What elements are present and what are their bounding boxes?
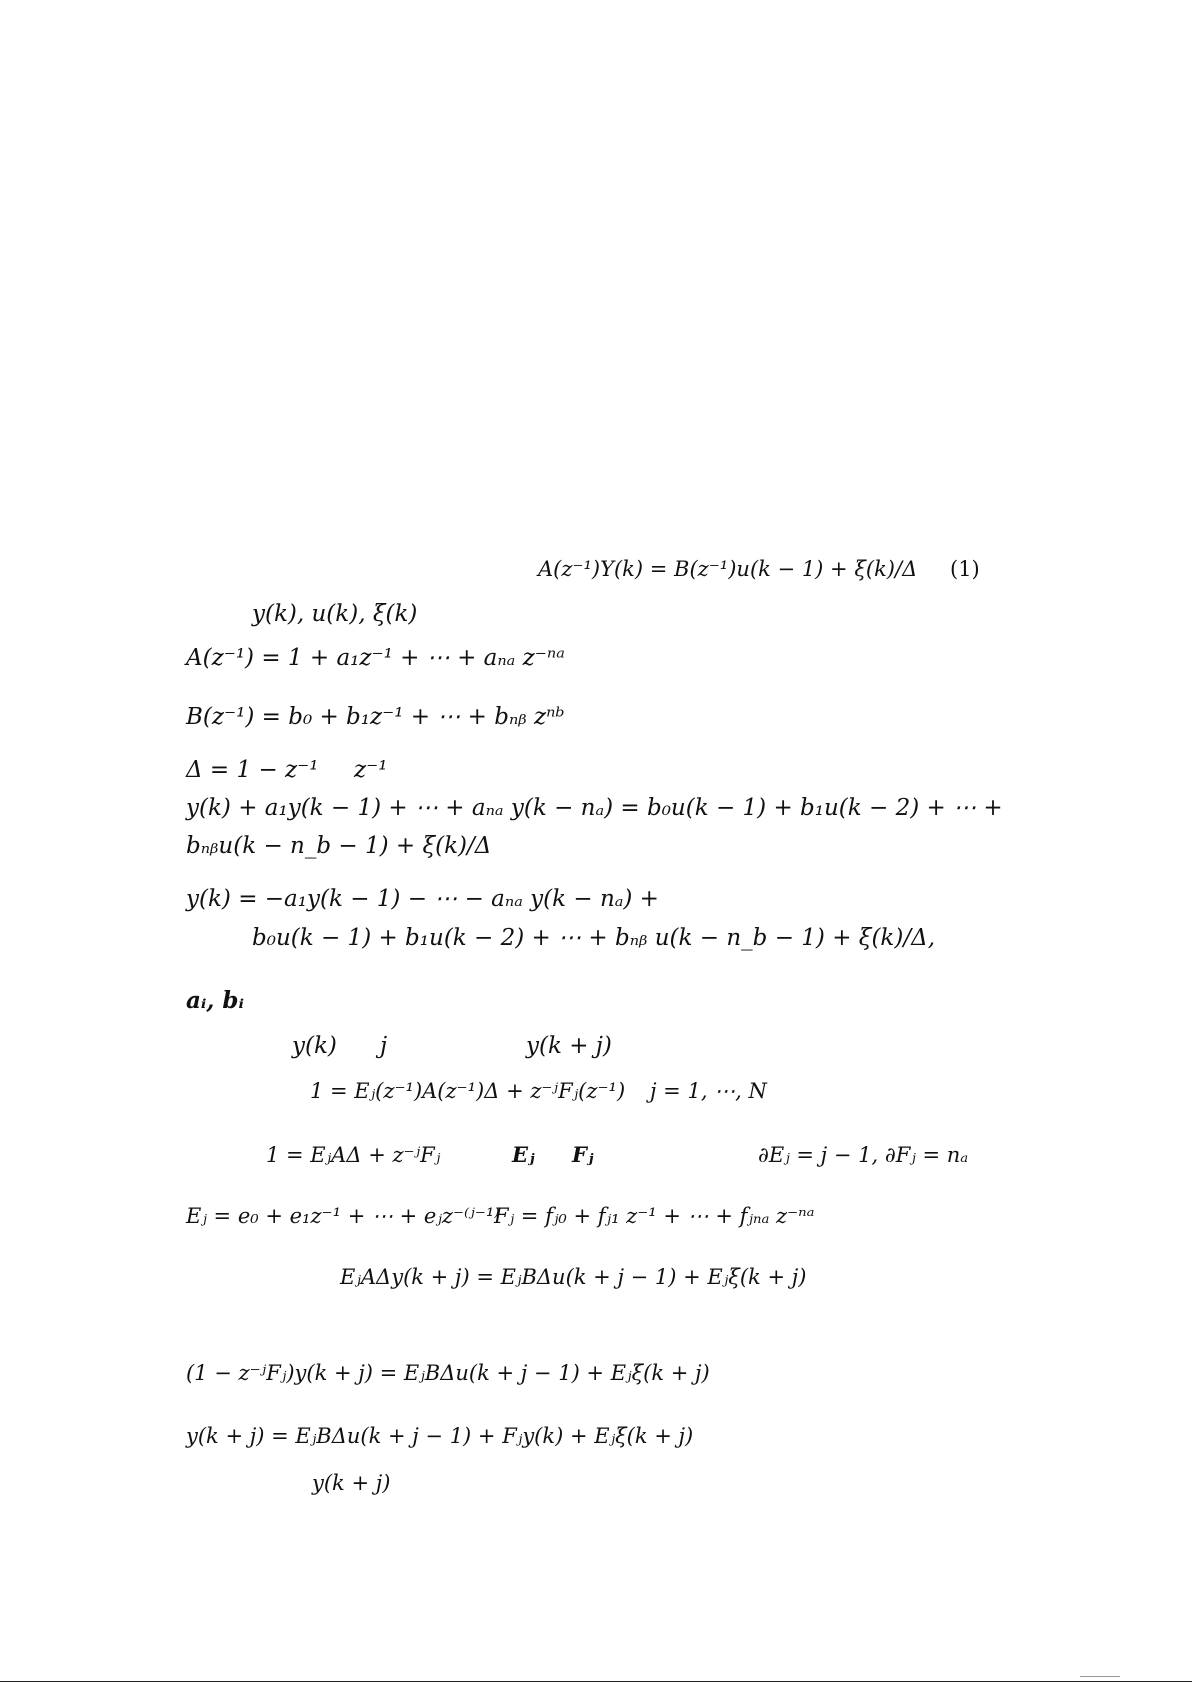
symbol-Fj: Fⱼ xyxy=(572,1142,594,1167)
equation-number-1: (1) xyxy=(950,557,980,581)
equation-Fj-polynomial: Fⱼ = fⱼ₀ + fⱼ₁ z⁻¹ + ⋯ + fⱼₙₐ z⁻ⁿᵃ xyxy=(494,1204,815,1228)
equation-B-polynomial: B(z⁻¹) = b₀ + b₁z⁻¹ + ⋯ + bₙᵦ zⁿᵇ xyxy=(186,704,565,730)
variables-line: y(k), u(k), ξ(k) xyxy=(252,601,418,627)
equation-delta-z: z⁻¹ xyxy=(354,757,388,783)
equation-diophantine-short: 1 = EⱼAΔ + z⁻ʲFⱼ xyxy=(266,1143,441,1167)
equation-difference-line-1: y(k) + a₁y(k − 1) + ⋯ + aₙₐ y(k − nₐ) = b₀u(k − 1) + b₁u(k − 2) + ⋯ + xyxy=(186,795,1003,821)
symbol-Ej: Eⱼ xyxy=(512,1142,535,1167)
prediction-ykj: y(k + j) xyxy=(526,1033,612,1059)
equation-degrees: ∂Eⱼ = j − 1, ∂Fⱼ = nₐ xyxy=(758,1143,969,1167)
equation-delta: Δ = 1 − z⁻¹ xyxy=(186,757,319,783)
equation-A-polynomial: A(z⁻¹) = 1 + a₁z⁻¹ + ⋯ + aₙₐ z⁻ⁿᵃ xyxy=(186,645,565,671)
equation-diophantine: 1 = Eⱼ(z⁻¹)A(z⁻¹)Δ + z⁻ʲFⱼ(z⁻¹) xyxy=(310,1079,626,1103)
prediction-j: j xyxy=(380,1033,388,1059)
equation-output-line-2: b₀u(k − 1) + b₁u(k − 2) + ⋯ + bₙᵦ u(k − n_b − 1) + ξ(k)/Δ, xyxy=(252,925,936,951)
parameters-ai-bi: aᵢ, bᵢ xyxy=(186,987,245,1014)
equation-output-line-1: y(k) = −a₁y(k − 1) − ⋯ − aₙₐ y(k − nₐ) + xyxy=(186,886,659,912)
prediction-yk: y(k) xyxy=(292,1033,337,1059)
equation-substituted: (1 − z⁻ʲFⱼ)y(k + j) = EⱼBΔu(k + j − 1) + Eⱼξ(k + j) xyxy=(186,1361,710,1385)
equation-model: A(z⁻¹)Y(k) = B(z⁻¹)u(k − 1) + ξ(k)/Δ xyxy=(538,557,918,581)
equation-difference-line-2: bₙᵦu(k − n_b − 1) + ξ(k)/Δ xyxy=(186,833,492,859)
equation-prediction: y(k + j) = EⱼBΔu(k + j − 1) + Fⱼy(k) + Eⱼξ(k + j) xyxy=(186,1424,694,1448)
page-bottom-rule xyxy=(0,1681,1192,1682)
equation-diophantine-range: j = 1, ⋯, N xyxy=(650,1079,767,1103)
equation-final-ykj: y(k + j) xyxy=(312,1471,391,1495)
equation-multiplied: EⱼAΔy(k + j) = EⱼBΔu(k + j − 1) + Eⱼξ(k + j) xyxy=(340,1265,807,1289)
equation-Ej-polynomial: Eⱼ = e₀ + e₁z⁻¹ + ⋯ + eⱼz⁻⁽ʲ⁻¹⁾ xyxy=(186,1204,500,1228)
